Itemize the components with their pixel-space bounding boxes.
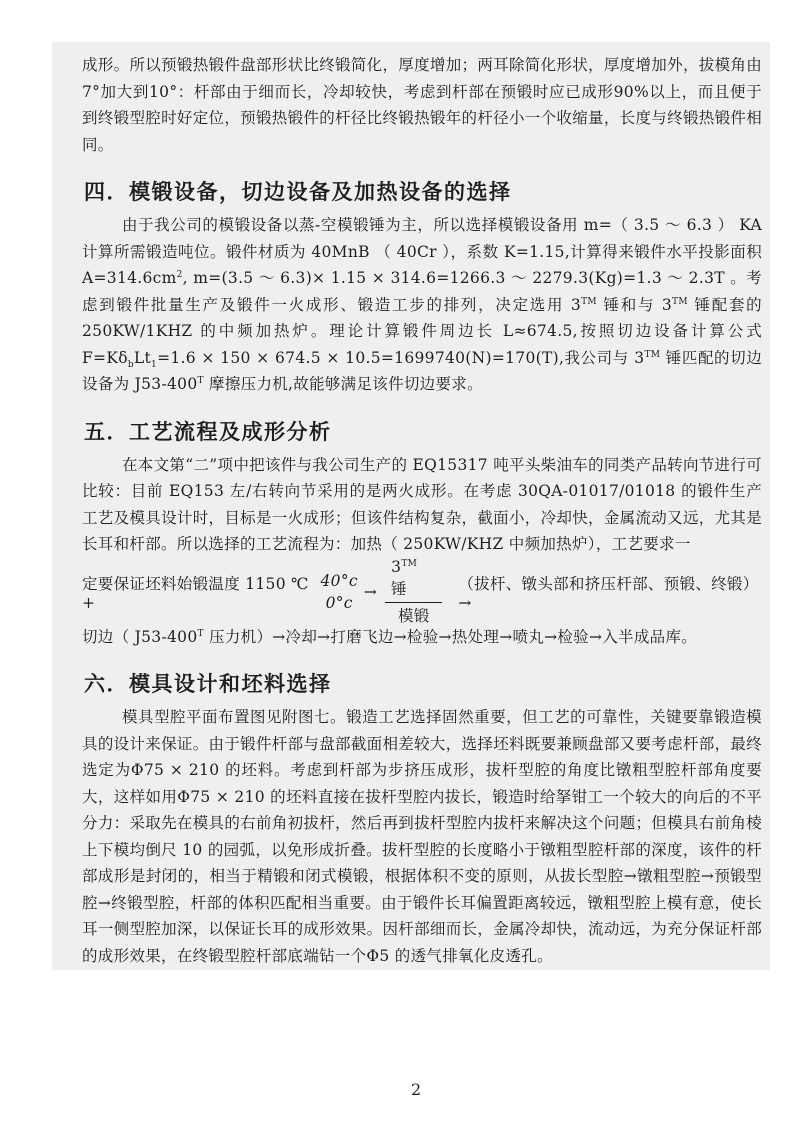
- temperature-upper: 40°c: [320, 571, 358, 590]
- temperature-lower: 0°c: [325, 593, 353, 612]
- page-number: 2: [411, 1080, 422, 1099]
- intro-paragraph: 成形。所以预锻热锻件盘部形状比终锻简化，厚度增加；两耳除简化形状，厚度增加外，拔模角由7°加大到10°：杆部由于细而长，冷却较快，考虑到杆部在预锻时应已成形90%以上，而且便于到终锻型腔时好定位，预锻热锻件的杆径比终锻热锻年的杆径小一个收缩量，长度与终锻热锻件相同。: [82, 56, 762, 154]
- process-formula: [82, 560, 762, 624]
- section-4-paragraph: 由于我公司的模锻设备以蒸-空模锻锤为主，所以选择模锻设备用 m=（ 3.5 ～ 6.3 ） KA 计算所需锻造吨位。锻件材质为 40MnB （ 40Cr ），系数 K=1.15,计算得来锻件水平投影面积 $A=314.6cm^2$, m=(3.5 ～ 6.3)× 1.15 × 314.6=1266.3 ～ 2279.3(Kg)=1.3 ～ 2.3T 。考虑到锻件批量生产及锻件一火成形、锻造工步的排列，决定选用 3™ 锤和与 3™ 锤配套的 250KW/1KHZ 的中频加热炉。理论计算锻件周边长 L≈674.5,按照切边设备计算公式 $F=K\delta_bLt_1=1.6 \times 150 \times 674.5 \times 10.5=1699740(N)=170(T)$,我公司与 3™ 锤匹配的切边设备为 $J53-400^T$ 摩擦压力机,故能够满足该件切边要求。: [82, 216, 763, 393]
- section-5-heading: 五．工艺流程及成形分析: [84, 419, 332, 444]
- section-6-heading: 六．模具设计和坯料选择: [84, 672, 332, 696]
- section-5-paragraph: 在本文第“二”项中把该件与我公司生产的 EQ15317 吨平头柴油车的同类产品转向节进行可比较：目前 EQ153 左/右转向节采用的是两火成形。在考虑 30QA-01017/01018 的锻件生产工艺及模具设计时，目标是一火成形；但该件结构复杂，截面小，冷却快，金属流动又远，尤其是长耳和杆部。所以选择的工艺流程为：加热（ 250KW/KHZ 中频加热炉），工艺要求一: [82, 455, 762, 553]
- section-4-heading: 四．模锻设备，切边设备及加热设备的选择: [84, 180, 512, 204]
- formula-prefix: 定要保证坯料始锻温度 1150 ℃+: [82, 574, 309, 612]
- section-5-process-line: 切边（ $J53-400^T$ 压力机）→冷却→打磨飞边→检验→热处理→喷丸→检验→入半成品库。: [82, 627, 698, 646]
- formula-suffix: （拔杆、镦头部和挤压杆部、预锻、终锻）→: [458, 574, 759, 612]
- fraction-denominator: 模锻: [397, 607, 430, 625]
- temperature-range: [321, 570, 358, 614]
- fraction-numerator: 3™ 锤: [385, 556, 442, 603]
- document-body: [82, 52, 762, 969]
- formula-arrow: →: [363, 582, 378, 601]
- section-6-paragraph: 模具型腔平面布置图见附图七。锻造工艺选择固然重要，但工艺的可靠性，关键要靠锻造模具的设计来保证。由于锻件杆部与盘部截面相差较大，选择坯料既要兼顾盘部又要考虑杆部，最终选定为Φ75 × 210 的坯料。考虑到杆部为步挤压成形，拔杆型腔的角度比镦粗型腔杆部角度要大，这样如用Φ75 × 210 的坯料直接在拔杆型腔内拔长，锻造时给拏钳工一个较大的向后的不平分力：采取先在模具的右前角初拔杆，然后再到拔杆型腔内拔杆来解决这个问题；但模具右前角棱上下模均倒尺 10 的园弧，以免形成折叠。拔杆型腔的长度略小于镦粗型腔杆部的深度，该件的杆部成形是封闭的，相当于精锻和闭式模锻，根据体积不变的原则，从拔长型腔→镦粗型腔→预锻型腔→终锻型腔，杆部的体积匹配相当重要。由于锻件长耳偏置距离较远，镦粗型腔上模有意，使长耳一侧型腔加深，以保证长耳的成形效果。因杆部细而长，金属冷却快，流动远，为充分保证杆部的成形效果，在终锻型腔杆部底端钻一个Φ5 的透气排氧化皮透孔。: [82, 708, 762, 965]
- hammer-fraction: [385, 556, 442, 627]
